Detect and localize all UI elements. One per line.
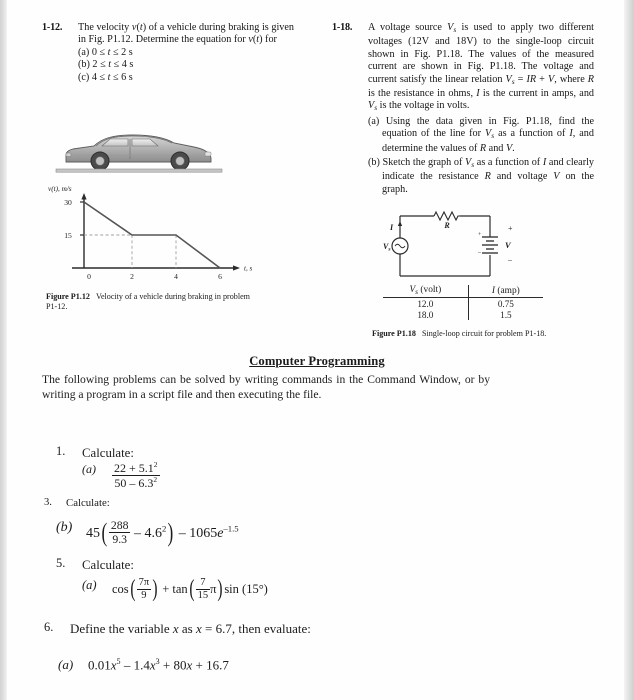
section-heading: Computer Programming: [249, 354, 385, 368]
current-arrow-head: [398, 221, 402, 226]
table-header-row: [383, 285, 543, 298]
car-icon: [54, 128, 224, 178]
left-paren-cos: (: [130, 576, 136, 603]
problem-1-12: [42, 22, 294, 84]
terminal-voltage-label: V: [505, 240, 511, 250]
problem-statement: The velocity v(t) of a vehicle during braking is given in Fig. P1.12. Determine the equation for v(t) for: [78, 22, 294, 46]
velocity-series-line: [84, 202, 220, 268]
exercise-5-number: 5.: [56, 556, 66, 570]
cos-function: cos: [112, 582, 129, 597]
resistor-label: R: [444, 221, 450, 230]
right-paren: ): [167, 516, 174, 547]
exercise-6-part-label: (a): [58, 657, 74, 672]
exercise-5: [56, 556, 134, 574]
problem-subitems: [368, 116, 594, 196]
problem-statement: A voltage source $V_s$ is used to apply two different voltages (12V and 18V) to the single-loop circuit shown in Fig. P1.18. The values of the measured current are shown in Fig. P1.18. The voltage and current satisfy the linear relation $V_s$ = IR + V, where R is the resistance in ohms, I is the current in amps, and $V_s$ is the voltage in volts.: [368, 22, 595, 113]
exercise-3-expression: [86, 516, 239, 547]
left-column: [42, 22, 294, 84]
cell-voltage: 12.0: [383, 298, 468, 310]
tan-fraction-denominator: 15: [197, 589, 209, 601]
exercise-3-number: 3.: [44, 497, 52, 508]
x-tick-label-0: 0: [87, 272, 91, 281]
exercise-3-prompt: Calculate:: [66, 497, 110, 509]
problem-number: 1-12.: [42, 22, 63, 33]
cos-fraction-numerator: 7π: [138, 577, 150, 588]
right-paren-tan: ): [217, 576, 223, 603]
table-row: [383, 309, 543, 320]
car-headlight: [205, 152, 211, 156]
y-tick-label-15: 15: [64, 231, 72, 240]
right-paren-cos: ): [152, 576, 158, 603]
exercise-6-part-a: [58, 657, 229, 673]
fraction-numerator: $22 + 5.1^2$: [114, 460, 158, 475]
right-column: [332, 22, 594, 196]
problem-1-18: [332, 22, 594, 196]
y-axis-arrow: [81, 193, 86, 200]
pi-symbol: π: [210, 582, 217, 597]
x-tick-label-6: 6: [218, 272, 222, 281]
cell-current: 0.75: [497, 298, 514, 309]
subitem-c: (c) 4 ≤ t ≤ 6 s: [78, 71, 133, 83]
coefficient: 45: [86, 525, 100, 541]
tan-fraction-numerator: 7: [200, 577, 206, 588]
battery-plus-inner: +: [478, 232, 482, 238]
cos-fraction: [137, 577, 152, 602]
terminal-plus-label: +: [508, 224, 513, 233]
figure-p118-caption-label: Figure P1.18: [372, 329, 416, 338]
exercise-1-part-a: [82, 462, 160, 492]
exercise-1-prompt: Calculate:: [82, 446, 134, 460]
exercise-1: [56, 444, 134, 462]
car-hubcap-rear: [176, 157, 185, 166]
vehicle-illustration: [54, 128, 224, 178]
sin-term: sin (15°): [224, 582, 268, 597]
table-header-voltage: $V_s$ (volt): [383, 285, 468, 298]
subitem-b: (b) 2 ≤ t ≤ 4 s: [78, 59, 134, 71]
x-tick-label-2: 2: [130, 272, 134, 281]
y-tick-label-30: 30: [64, 198, 72, 207]
tail-term: – $1065e^{-1.5}$: [175, 523, 239, 541]
minus-term: – $4.6^2$: [130, 523, 167, 541]
subitem-a: (a) Using the data given in Fig. P1.18, find the equation of the line for $V_s$ as a function of I, and determine the values of R and V.: [368, 115, 594, 154]
exercise-6-prompt: Define the variable x as x = 6.7, then evaluate:: [70, 621, 311, 636]
measurement-table: [383, 285, 543, 320]
fraction: [112, 461, 160, 491]
problem-body: [368, 22, 594, 196]
battery-minus-inner: –: [478, 250, 481, 256]
x-axis-arrow: [233, 265, 240, 270]
fraction-numerator: 288: [110, 519, 129, 532]
fraction-denominator: 9.3: [109, 532, 131, 546]
table-header-current: I (amp): [468, 285, 543, 298]
cell-voltage: 18.0: [383, 309, 468, 320]
velocity-chart: [44, 182, 274, 287]
figure-p112-caption-label: Figure P1.12: [46, 292, 90, 301]
subitem-b: (b) Sketch the graph of $V_s$ as a function of I and clearly indicate the resistance R and voltage V on the graph.: [368, 157, 595, 195]
car-hubcap-front: [96, 157, 105, 166]
problem-subitems: [78, 47, 294, 84]
figure-p112-caption: [46, 292, 256, 312]
tan-fraction: [196, 577, 211, 602]
exercise-5-part-label: (a): [82, 578, 97, 592]
y-axis-label: v(t), m/s: [48, 185, 72, 193]
exercise-5-prompt: Calculate:: [82, 558, 134, 572]
cos-fraction-denominator: 9: [137, 589, 152, 602]
exercise-3-part-label: (b): [56, 520, 73, 535]
circuit-svg: [372, 206, 522, 284]
fraction: [109, 519, 131, 546]
table-row: [383, 298, 543, 310]
road-surface: [56, 169, 222, 172]
source-sine-glyph: [395, 244, 405, 248]
left-paren-tan: (: [189, 576, 195, 603]
figure-p118-caption-text: Single-loop circuit for problem P1-18.: [422, 329, 547, 338]
section-intro: The following problems can be solved by writing commands in the Command Window, or by writing a program in a script file and then executing the file.: [42, 373, 490, 401]
voltage-source-label: $V_s$: [383, 242, 391, 253]
exercise-6-number: 6.: [44, 620, 54, 634]
figure-p112-caption-text: Velocity of a vehicle during braking in problem P1-12.: [46, 292, 250, 311]
exercise-3-part-b: [56, 516, 239, 547]
terminal-minus-label: –: [508, 255, 512, 264]
figure-p118-caption: [372, 329, 552, 339]
exercise-5-part-a: [82, 578, 268, 603]
velocity-chart-svg: [44, 182, 274, 287]
car-taillight: [66, 153, 71, 157]
problem-body: [78, 22, 294, 84]
exercise-6: [44, 620, 311, 638]
x-tick-label-4: 4: [174, 272, 178, 281]
left-paren: (: [101, 516, 108, 547]
subitem-a: (a) 0 ≤ t ≤ 2 s: [78, 46, 133, 58]
resistor-symbol: [434, 212, 460, 220]
x-axis-label: t, s: [244, 264, 253, 273]
plus-sign: + tan: [159, 582, 188, 597]
circuit-diagram: [372, 206, 522, 284]
exercise-1-part-label: (a): [82, 462, 96, 476]
exercise-1-number: 1.: [56, 444, 66, 458]
exercise-5-expression: [112, 578, 268, 603]
current-label: I: [390, 223, 394, 232]
problem-number: 1-18.: [332, 22, 353, 33]
exercise-6-expression: $0.01x^5 - 1.4x^3 + 80x + 16.7$: [88, 657, 229, 673]
cell-current: 1.5: [500, 309, 512, 320]
fraction-denominator: $50 - 6.3^2$: [112, 475, 160, 490]
exercise-1-expression: [112, 462, 160, 492]
exercise-3: [44, 497, 110, 509]
